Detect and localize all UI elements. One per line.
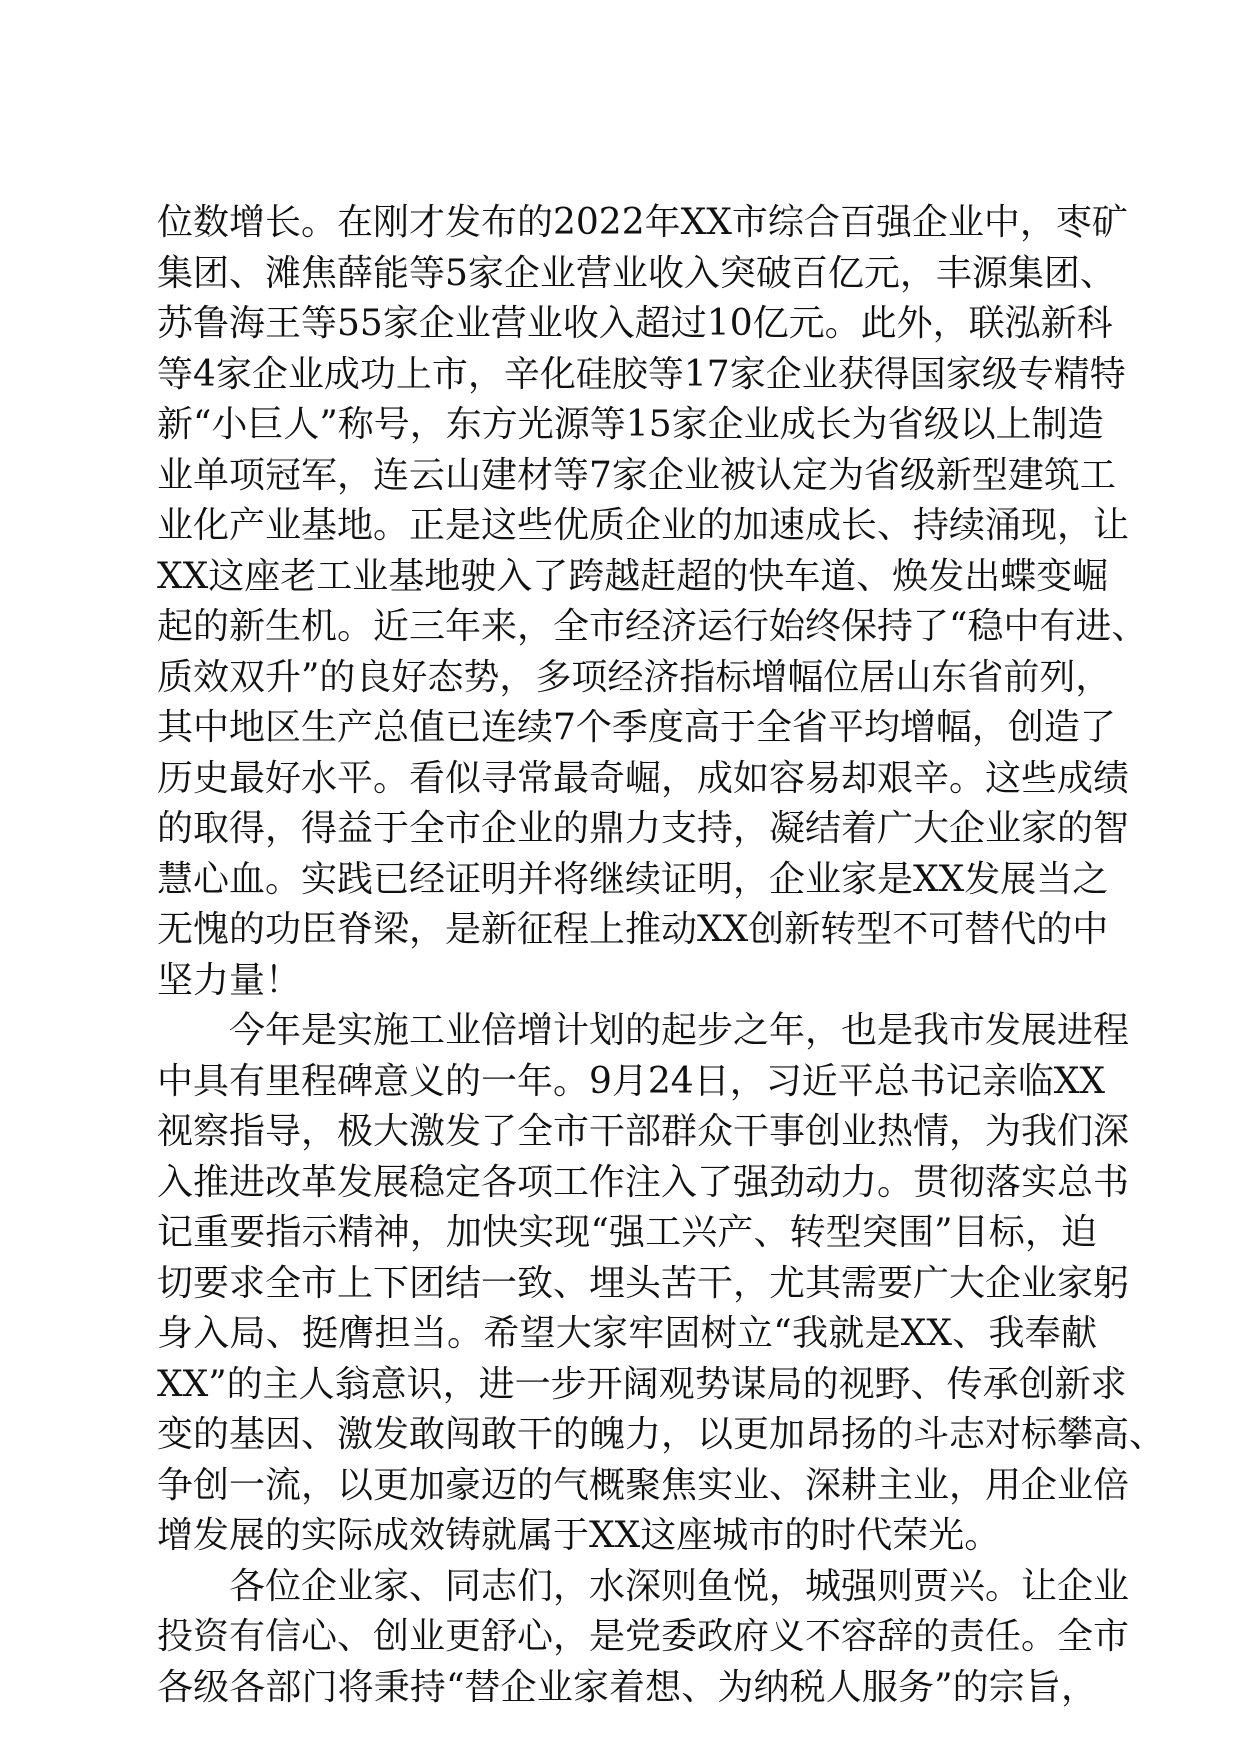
text-line: 入推进改革发展稳定各项工作注入了强劲动力。贯彻落实总书 [157,1161,1130,1203]
text-line: 各级各部门将秉持“替企业家着想、为纳税人服务”的宗旨， [157,1666,1097,1708]
text-line: 记重要指示精神，加快实现“强工兴产、转型突围”目标，迫 [157,1212,1097,1253]
text-line: 争创一流，以更加豪迈的气概聚焦实业、深耕主业，用企业倍 [157,1464,1130,1506]
text-line: 切要求全市上下团结一致、埋头苦干，尤其需要广大企业家躬 [157,1262,1130,1304]
text-line: 业单项冠军，连云山建材等7家企业被认定为省级新型建筑工 [157,454,1116,496]
text-line: 苏鲁海王等55家企业营业收入超过10亿元。此外，联泓新科 [157,303,1113,344]
text-line: 集团、滩焦薛能等5家企业营业收入突破百亿元，丰源集团、 [157,252,1116,294]
paragraph-start-line: 各位企业家、同志们，水深则鱼悦，城强则贾兴。让企业 [229,1565,1130,1607]
text-line: 质效双升”的良好态势，多项经济指标增幅位居山东省前列， [157,656,1112,698]
text-line: 新“小巨人”称号，东方光源等15家企业成长为省级以上制造 [157,404,1104,445]
text-line: XX”的主人翁意识，进一步开阔观势谋局的视野、传承创新求 [157,1363,1127,1405]
paragraph-start-line: 今年是实施工业倍增计划的起步之年，也是我市发展进程 [229,1010,1130,1051]
text-line: 起的新生机。近三年来，全市经济运行始终保持了“稳中有进、 [157,606,1148,647]
text-line: 视察指导，极大激发了全市干部群众干事创业热情，为我们深 [157,1111,1130,1152]
text-line: 的取得，得益于全市企业的鼎力支持，凝结着广大企业家的智 [157,808,1130,849]
text-line: 业化产业基地。正是这些优质企业的加速成长、持续涌现，让 [157,505,1130,546]
text-line: 无愧的功臣脊梁，是新征程上推动XX创新转型不可替代的中 [157,909,1109,950]
text-line: 慧心血。实践已经证明并将继续证明，企业家是XX发展当之 [157,858,1109,900]
text-line: 变的基因、激发敢闯敢干的魄力，以更加昂扬的斗志对标攀高、 [157,1414,1166,1455]
paragraph-end-line: 增发展的实际成效铸就属于XX这座城市的时代荣光。 [157,1515,1001,1556]
paragraph-end-line: 坚力量！ [157,959,302,1001]
text-line: 身入局、挺膺担当。希望大家牢固树立“我就是XX、我奉献 [157,1313,1097,1354]
text-line: XX这座老工业基地驶入了跨越赶超的快车道、焕发出蝶变崛 [157,555,1109,597]
document-body [157,198,1166,1713]
text-line: 投资有信心、创业更舒心，是党委政府义不容辞的责任。全市 [157,1616,1130,1657]
text-line: 中具有里程碑意义的一年。9月24日，习近平总书记亲临XX [157,1060,1105,1102]
text-line: 位数增长。在刚才发布的2022年XX市综合百强企业中，枣矿 [157,202,1128,243]
text-line: 等4家企业成功上市，辛化硅胶等17家企业获得国家级专精特 [157,353,1126,395]
text-line: 历史最好水平。看似寻常最奇崛，成如容易却艰辛。这些成绩 [157,757,1130,799]
text-line: 其中地区生产总值已连续7个季度高于全省平均增幅，创造了 [157,707,1116,748]
